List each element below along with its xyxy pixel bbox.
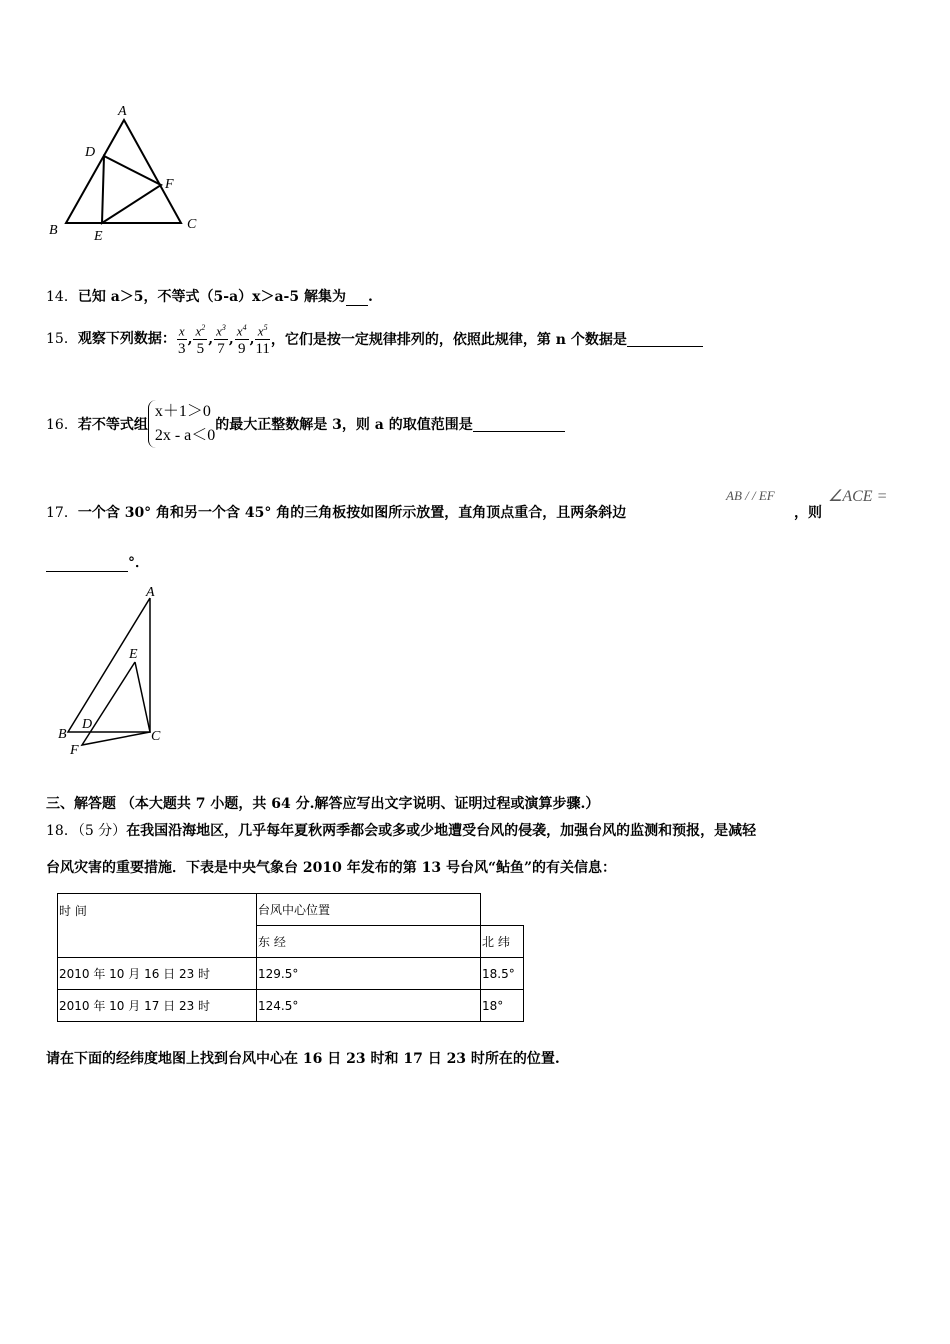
header-time: 时 间 xyxy=(58,894,257,958)
question-17-mid: ，则 xyxy=(794,505,822,521)
typhoon-table xyxy=(57,893,524,1022)
question-text-line-1: 在我国沿海地区，几乎每年夏秋两季都会或多或少地遭受台风的侵袭，加强台风的监测和预报，是减轻 xyxy=(126,823,757,839)
question-text: 已知 a＞5，不等式（5-a）x＞a-5 解集为 xyxy=(77,289,346,305)
question-tail: . xyxy=(367,289,373,305)
cell-time: 2010 年 10 月 17 日 23 时 xyxy=(58,990,257,1022)
answer-blank[interactable] xyxy=(346,305,368,306)
formula-ab-parallel-ef: AB / / EF xyxy=(726,488,775,503)
inequality-line-2: 2x - a＜0 xyxy=(154,427,216,444)
label-f: F xyxy=(70,743,79,758)
question-text: ，它们是按一定规律排列的，依照此规律，第 n 个数据是 xyxy=(270,332,627,349)
answer-blank[interactable] xyxy=(627,332,703,347)
section-heading: 三、解答题 （本大题共 7 小题，共 64 分.解答应写出文字说明、证明过程或演算步骤.） xyxy=(46,796,600,812)
label-f: F xyxy=(165,177,174,192)
formula-angle-ace: ∠ACE = xyxy=(828,488,888,505)
question-text: 的最大正整数解是 3，则 a 的取值范围是 xyxy=(215,417,473,433)
cell-north: 18.5° xyxy=(481,958,524,990)
question-lead: 观察下列数据： xyxy=(77,331,176,348)
label-d: D xyxy=(82,717,93,732)
table-row xyxy=(58,894,524,926)
separator: , xyxy=(208,331,214,348)
question-lead: 若不等式组 xyxy=(77,417,148,433)
answer-blank[interactable] xyxy=(473,417,565,432)
header-east-longitude: 东 经 xyxy=(257,926,481,958)
question-18 xyxy=(46,820,756,840)
separator: , xyxy=(249,331,255,348)
triangle-figure-2 xyxy=(50,580,180,760)
header-empty xyxy=(481,894,524,926)
label-e: E xyxy=(94,229,103,244)
question-17-line-2 xyxy=(46,552,149,572)
triangle-abc xyxy=(66,120,181,223)
label-b: B xyxy=(58,727,67,742)
question-18-footer: 请在下面的经纬度地图上找到台风中心在 16 日 23 时和 17 日 23 时所在的位置. xyxy=(46,1051,560,1067)
question-text: 一个含 30° 角和另一个含 45° 角的三角板按如图所示放置，直角顶点重合，且两条斜边 xyxy=(77,505,627,521)
inequality-system xyxy=(148,400,215,448)
label-a: A xyxy=(118,104,127,119)
question-number: 14． xyxy=(46,289,78,305)
question-number: 16． xyxy=(46,417,78,433)
cell-east: 129.5° xyxy=(257,958,481,990)
cell-time: 2010 年 10 月 16 日 23 时 xyxy=(58,958,257,990)
cell-north: 18° xyxy=(481,990,524,1022)
separator: , xyxy=(228,331,234,348)
question-number: 18． xyxy=(46,823,78,839)
question-number: 17． xyxy=(46,505,78,521)
fraction-4: $\frac{x^4}{9}$ xyxy=(235,320,249,358)
header-position: 台风中心位置 xyxy=(257,894,481,926)
fraction-1: $\frac{x}{3}$ xyxy=(177,320,187,358)
question-15 xyxy=(46,320,703,358)
set-square-30 xyxy=(68,598,150,732)
question-16 xyxy=(46,400,565,448)
header-north-latitude: 北 纬 xyxy=(481,926,524,958)
question-17 xyxy=(46,502,626,522)
label-e: E xyxy=(129,647,138,662)
table-row xyxy=(58,958,524,990)
label-b: B xyxy=(49,223,58,238)
question-18-line-2: 台风灾害的重要措施．下表是中央气象台 2010 年发布的第 13 号台风“鲇鱼”的有关信息： xyxy=(46,860,617,876)
triangle-def xyxy=(102,156,161,223)
table-row xyxy=(58,990,524,1022)
label-c: C xyxy=(187,217,197,232)
answer-blank[interactable] xyxy=(46,571,128,572)
question-14 xyxy=(46,286,373,306)
question-points: （5 分） xyxy=(77,823,127,839)
separator: , xyxy=(187,331,193,348)
fraction-5: $\frac{x^5}{11}$ xyxy=(255,320,269,358)
question-tail: °． xyxy=(128,555,149,571)
label-d: D xyxy=(85,145,96,160)
label-a: A xyxy=(146,585,155,600)
question-number: 15． xyxy=(46,331,78,348)
cell-east: 124.5° xyxy=(257,990,481,1022)
label-c: C xyxy=(151,729,161,744)
fraction-2: $\frac{x^2}{5}$ xyxy=(193,320,207,358)
inequality-line-1: x＋1＞0 xyxy=(154,403,211,420)
fraction-3: $\frac{x^3}{7}$ xyxy=(214,320,228,358)
triangle-figure-1 xyxy=(40,98,210,248)
